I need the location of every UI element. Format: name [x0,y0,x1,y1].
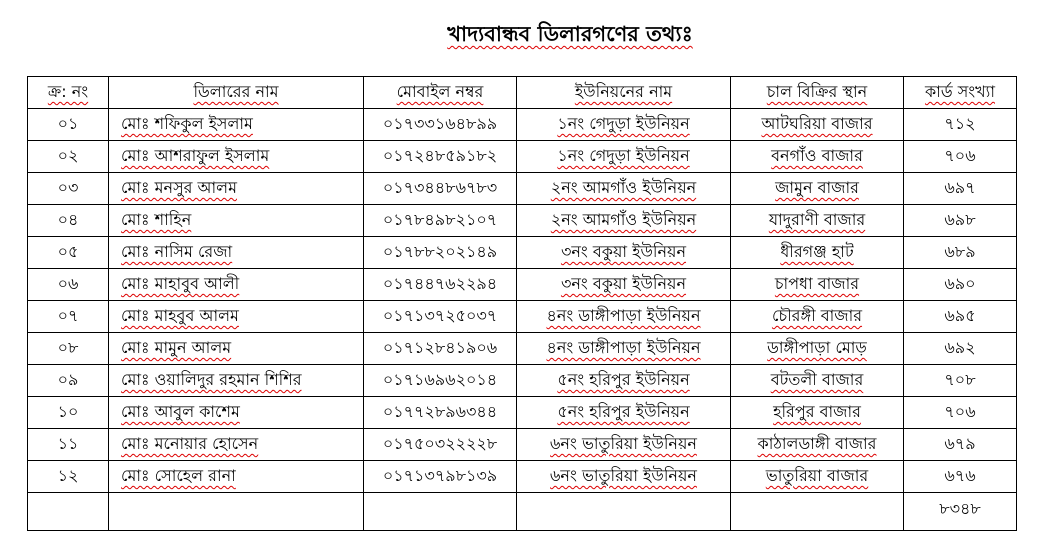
union-cell [517,237,731,269]
sale-location-cell [731,333,904,365]
sale-location-cell [731,269,904,301]
card-count-text: ৭০৮ [944,370,976,389]
mobile-cell [364,397,517,429]
total-empty-cell [517,493,731,531]
card-count-text: ৬৯৭ [944,178,976,197]
sale-location-text: ভাতুরিয়া বাজার [765,466,869,485]
sale-location-text: আটঘরিয়া বাজার [761,114,873,133]
sale-location-cell [731,173,904,205]
serial-text: ০৬ [57,274,79,293]
dealer-name-cell [109,333,364,365]
total-card-count: ৮৩৪৮ [904,493,1017,531]
sale-location-text: কাঠালডাঙ্গী বাজার [757,434,877,453]
serial-text: ০৮ [57,338,79,357]
header-card-count [904,77,1017,109]
mobile-cell [364,109,517,141]
serial-text: ০৪ [57,210,79,229]
union-text: ৪নং ডাঙ্গীপাড়া ইউনিয়ন [546,306,701,325]
card-count-text: ৬৭৬ [944,466,976,485]
serial-cell [28,397,109,429]
serial-cell [28,429,109,461]
dealer-name-text: মোঃ আশরাফুল ইসলাম [121,146,270,165]
union-text: ১নং গেদুড়া ইউনিয়ন [557,146,690,165]
card-count-text: ৬৯৮ [944,210,976,229]
card-count-cell [904,333,1017,365]
mobile-text: ০১৭৫০৩২২২২৮ [382,434,498,453]
union-text: ৩নং বকুয়া ইউনিয়ন [560,274,687,293]
serial-cell [28,173,109,205]
serial-cell [28,109,109,141]
card-count-cell [904,237,1017,269]
mobile-text: ০১৭২৪৮৫৯১৮২ [382,146,498,165]
union-cell [517,109,731,141]
union-text: ২নং আমগাঁও ইউনিয়ন [550,178,697,197]
sale-location-cell [731,237,904,269]
sale-location-cell [731,141,904,173]
header-label: ক্র: নং [47,82,89,101]
mobile-text: ০১৭৪৪৭৬২২৯৪ [382,274,498,293]
dealer-name-text: মোঃ মনসুর আলম [121,178,237,197]
mobile-cell [364,205,517,237]
mobile-text: ০১৭১৩৭২৫০৩৭ [382,306,498,325]
mobile-cell [364,461,517,493]
union-text: ৫নং হরিপুর ইউনিয়ন [557,402,690,421]
sale-location-text: বনগাঁও বাজার [771,146,863,165]
serial-cell [28,141,109,173]
card-count-text: ৭১২ [944,114,976,133]
dealer-name-cell [109,173,364,205]
document-title: খাদ্যবান্ধব ডিলারগণের তথ্যঃ [447,22,693,46]
header-sale-location [731,77,904,109]
union-cell [517,269,731,301]
mobile-text: ০১৭৮৪৯৮২১০৭ [382,210,498,229]
table-row [28,109,1017,141]
table-row [28,429,1017,461]
serial-text: ০৯ [57,370,79,389]
table-row [28,301,1017,333]
union-cell [517,333,731,365]
card-count-text: ৬৯২ [944,338,976,357]
union-text: ৪নং ডাঙ্গীপাড়া ইউনিয়ন [546,338,701,357]
mobile-cell [364,237,517,269]
serial-text: ০১ [57,114,79,133]
header-serial [28,77,109,109]
table-row [28,397,1017,429]
serial-cell [28,365,109,397]
serial-text: ০৭ [57,306,79,325]
dealer-name-text: মোঃ নাসিম রেজা [121,242,233,261]
card-count-cell [904,461,1017,493]
card-count-cell [904,173,1017,205]
table-row [28,205,1017,237]
total-row [28,493,1017,531]
serial-cell [28,237,109,269]
serial-cell [28,269,109,301]
mobile-text: ০১৭১৬৯৬২০১৪ [382,370,498,389]
table-row [28,461,1017,493]
table-row [28,141,1017,173]
dealer-name-cell [109,205,364,237]
mobile-cell [364,429,517,461]
header-union [517,77,731,109]
union-text: ৫নং হরিপুর ইউনিয়ন [557,370,690,389]
header-row [28,77,1017,109]
sale-location-text: চাপধা বাজার [774,274,860,293]
serial-text: ১১ [57,434,79,453]
union-cell [517,461,731,493]
header-label: কার্ড সংখ্যা [925,82,995,101]
table-row [28,269,1017,301]
sale-location-text: হরিপুর বাজার [773,402,861,421]
union-cell [517,205,731,237]
sale-location-text: বটতলী বাজার [770,370,864,389]
sale-location-text: চৌরঙ্গী বাজার [771,306,863,325]
header-label: মোবাইল নম্বর [396,82,484,101]
mobile-cell [364,333,517,365]
dealer-name-cell [109,141,364,173]
dealer-name-cell [109,365,364,397]
dealer-name-text: মোঃ মনোয়ার হোসেন [121,434,259,453]
dealer-name-text: মোঃ মাহাবুব আলী [121,274,240,293]
card-count-text: ৬৮৯ [944,242,976,261]
dealer-name-cell [109,237,364,269]
dealer-name-cell [109,269,364,301]
dealer-name-text: মোঃ শাহিন [121,210,192,229]
mobile-cell [364,365,517,397]
card-count-text: ৭০৬ [944,146,976,165]
sale-location-text: ধীরগঞ্জ হাট [780,242,854,261]
header-label: চাল বিক্রির স্থান [766,82,868,101]
sale-location-cell [731,365,904,397]
union-cell [517,301,731,333]
union-text: ৩নং বকুয়া ইউনিয়ন [560,242,687,261]
sale-location-cell [731,429,904,461]
sale-location-text: ডাঙ্গীপাড়া মোড় [767,338,867,357]
sale-location-cell [731,397,904,429]
header-label: ডিলারের নাম [193,82,279,101]
dealer-name-cell [109,301,364,333]
mobile-text: ০১৭৩৩১৬৪৮৯৯ [382,114,498,133]
mobile-cell [364,141,517,173]
union-text: ৬নং ভাতুরিয়া ইউনিয়ন [550,434,697,453]
header-dealer-name [109,77,364,109]
table-row [28,333,1017,365]
table-row [28,365,1017,397]
dealer-name-cell [109,429,364,461]
card-count-text: ৬৯০ [944,274,976,293]
serial-text: ১০ [57,402,79,421]
card-count-cell [904,141,1017,173]
card-count-cell [904,429,1017,461]
union-text: ১নং গেদুড়া ইউনিয়ন [557,114,690,133]
header-label: ইউনিয়নের নাম [574,82,673,101]
mobile-text: ০১৭৩৪৪৮৬৭৮৩ [382,178,498,197]
card-count-cell [904,301,1017,333]
serial-text: ০২ [57,146,79,165]
serial-cell [28,205,109,237]
dealer-name-text: মোঃ ওয়ালিদুর রহমান শিশির [121,370,302,389]
sale-location-cell [731,301,904,333]
mobile-text: ০১৭৮৮২০২১৪৯ [382,242,498,261]
header-mobile [364,77,517,109]
union-cell [517,397,731,429]
dealer-name-cell [109,461,364,493]
serial-cell [28,333,109,365]
serial-cell [28,301,109,333]
sale-location-text: যাদুরাণী বাজার [768,210,866,229]
dealer-name-text: মোঃ সোহেল রানা [121,466,236,485]
serial-text: ১২ [57,466,79,485]
total-empty-cell [731,493,904,531]
union-text: ৬নং ভাতুরিয়া ইউনিয়ন [550,466,697,485]
card-count-cell [904,365,1017,397]
card-count-cell [904,205,1017,237]
dealer-name-cell [109,109,364,141]
dealer-name-text: মোঃ মামুন আলম [121,338,232,357]
dealer-name-cell [109,397,364,429]
mobile-text: ০১৭১৩৭৯৮১৩৯ [382,466,498,485]
union-cell [517,141,731,173]
sale-location-cell [731,109,904,141]
mobile-cell [364,173,517,205]
mobile-text: ০১৭১২৮৪১৯০৬ [382,338,498,357]
mobile-cell [364,301,517,333]
card-count-text: ৭০৬ [944,402,976,421]
mobile-text: ০১৭৭২৮৯৬৩৪৪ [382,402,498,421]
card-count-cell [904,397,1017,429]
dealer-name-text: মোঃ মাহবুব আলম [121,306,239,325]
serial-text: ০৫ [57,242,79,261]
card-count-text: ৬৯৫ [944,306,976,325]
card-count-text: ৬৭৯ [944,434,976,453]
mobile-cell [364,269,517,301]
card-count-cell [904,109,1017,141]
dealer-name-text: মোঃ আবুল কাশেম [121,402,240,421]
total-empty-cell [28,493,109,531]
total-empty-cell [109,493,364,531]
total-empty-cell [364,493,517,531]
serial-text: ০৩ [57,178,79,197]
dealer-table [27,76,1017,531]
union-cell [517,365,731,397]
dealer-name-text: মোঃ শফিকুল ইসলাম [121,114,253,133]
union-cell [517,173,731,205]
sale-location-text: জামুন বাজার [775,178,859,197]
card-count-cell [904,269,1017,301]
table-row [28,173,1017,205]
serial-cell [28,461,109,493]
union-text: ২নং আমগাঁও ইউনিয়ন [550,210,697,229]
sale-location-cell [731,205,904,237]
table-row [28,237,1017,269]
union-cell [517,429,731,461]
sale-location-cell [731,461,904,493]
